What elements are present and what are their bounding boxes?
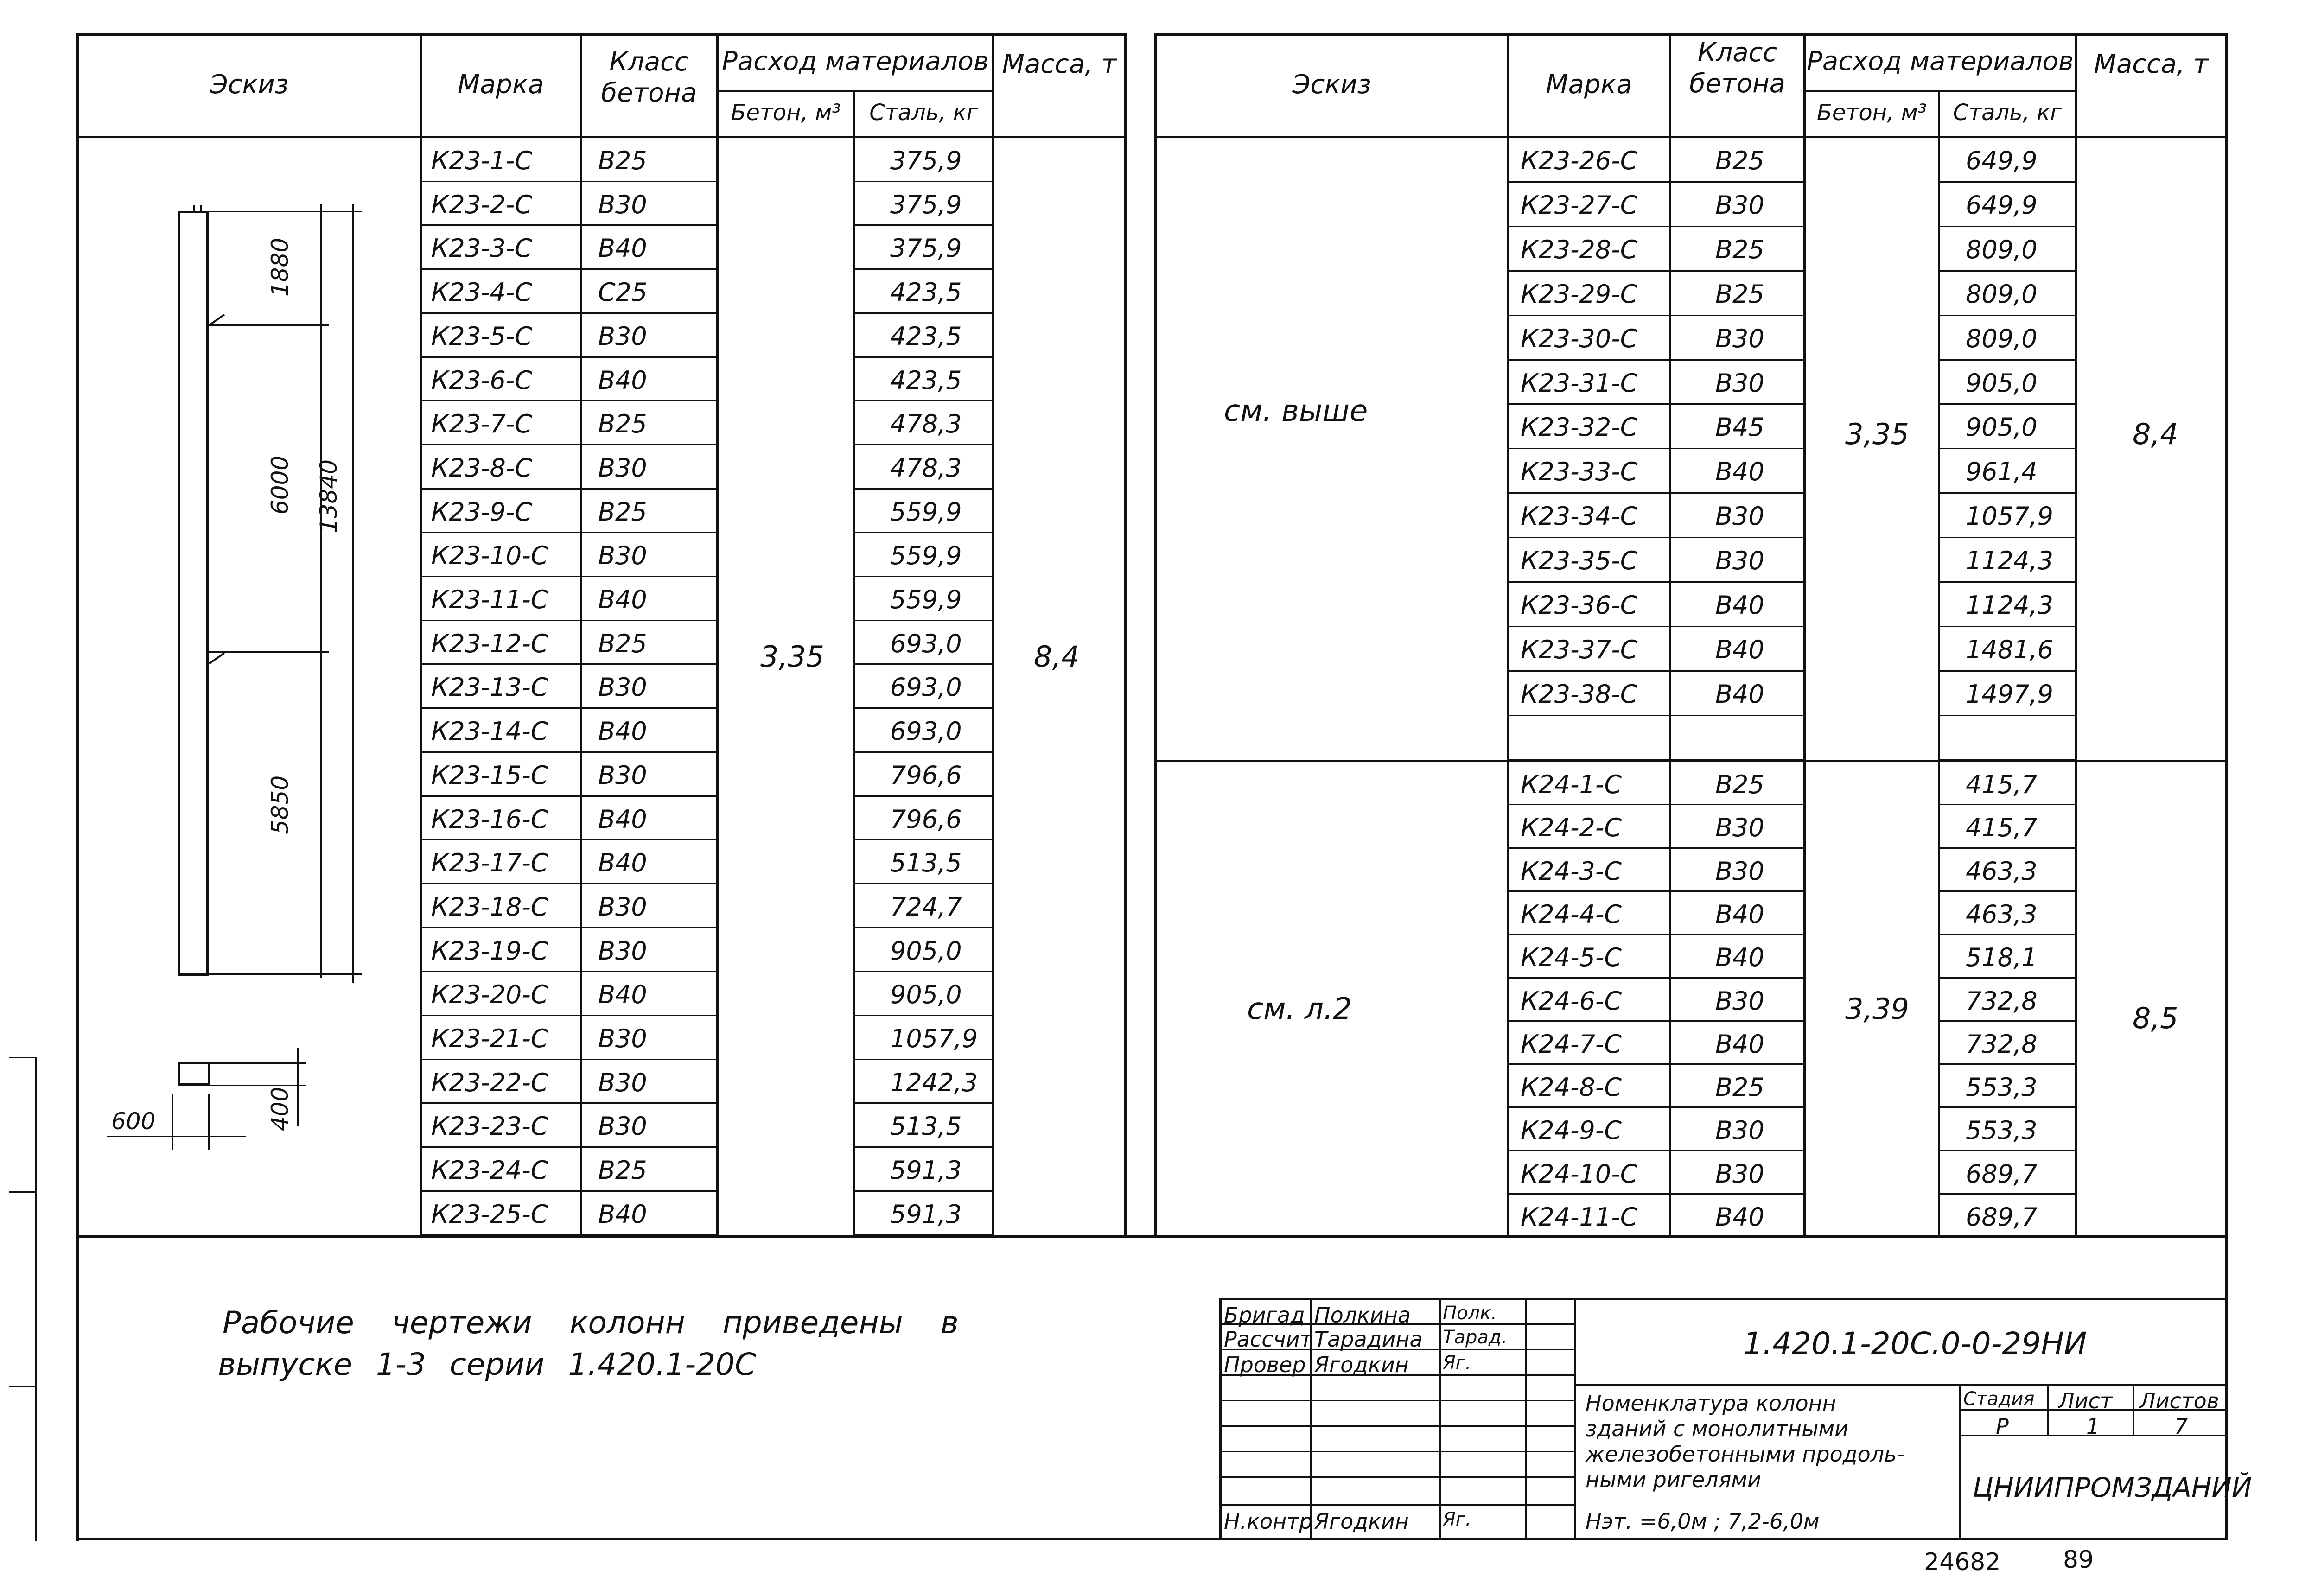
left-concrete-vol: 3,35 <box>760 640 825 674</box>
r-header-materials: Расход материалов <box>1807 46 2074 76</box>
cell-mark: К24-7-С <box>1521 1029 1622 1059</box>
cell-steel: 1481,6 <box>1966 635 2053 664</box>
cell-mark: К23-1-С <box>431 146 533 175</box>
cell-mark: К24-3-С <box>1521 856 1622 886</box>
cell-mark: К23-5-С <box>431 321 533 351</box>
cell-class: С25 <box>598 278 648 307</box>
note-line-2: выпуске 1-3 серии 1.420.1-20С <box>218 1347 757 1382</box>
desc-2: зданий с монолитными <box>1586 1416 1849 1441</box>
role-1: Бригад <box>1224 1303 1305 1328</box>
cell-steel: 559,9 <box>890 497 962 527</box>
cell-mark: К23-27-С <box>1521 190 1638 220</box>
cell-steel: 809,0 <box>1966 324 2038 353</box>
cell-steel: 1497,9 <box>1966 679 2053 709</box>
cell-class: В30 <box>1715 546 1764 576</box>
header-mass: Масса, т <box>1002 49 1117 79</box>
cell-mark: К23-3-С <box>431 234 533 263</box>
cell-steel: 905,0 <box>890 936 962 966</box>
cell-mark: К23-9-С <box>431 497 533 527</box>
r-header-mass: Масса, т <box>2094 49 2209 79</box>
cell-mark: К24-2-С <box>1521 813 1622 843</box>
cell-mark: К23-32-С <box>1521 413 1638 442</box>
cell-class: В25 <box>598 1156 647 1185</box>
cell-mark: К23-25-С <box>431 1199 548 1229</box>
cell-class: В30 <box>598 1024 647 1053</box>
page-number: 89 <box>2063 1546 2094 1574</box>
role-2: Рассчит <box>1224 1327 1312 1352</box>
cell-class: В25 <box>1715 279 1764 309</box>
cell-class: В40 <box>1715 899 1764 929</box>
stage-label: Стадия <box>1963 1388 2035 1410</box>
cell-mark: К23-29-С <box>1521 279 1638 309</box>
stage-value: Р <box>1996 1414 2009 1439</box>
cell-mark: К23-6-С <box>431 365 533 395</box>
cell-class: В30 <box>598 892 647 922</box>
cell-steel: 796,6 <box>890 760 962 790</box>
cell-steel: 375,9 <box>890 146 962 175</box>
r-group2-concrete-vol: 3,39 <box>1845 992 1910 1026</box>
cell-class: В25 <box>1715 770 1764 799</box>
cell-class: В30 <box>1715 986 1764 1016</box>
cell-mark: К23-36-С <box>1521 591 1638 620</box>
cell-mark: К24-6-С <box>1521 986 1622 1016</box>
cell-steel: 423,5 <box>890 321 962 351</box>
cell-mark: К24-5-С <box>1521 943 1622 973</box>
cell-class: В30 <box>598 453 647 483</box>
cell-class: В40 <box>1715 1029 1764 1059</box>
cell-steel: 1124,3 <box>1966 546 2053 576</box>
cell-class: В40 <box>1715 679 1764 709</box>
cell-class: В40 <box>1715 591 1764 620</box>
cell-mark: К23-12-С <box>431 629 548 658</box>
cell-mark: К23-15-С <box>431 760 548 790</box>
cell-class: В40 <box>598 717 647 746</box>
cell-class: В30 <box>598 321 647 351</box>
cell-class: В40 <box>1715 1202 1764 1232</box>
cell-class: В25 <box>598 146 647 175</box>
r-header-class: Класс бетона <box>1689 38 1785 99</box>
cell-mark: К23-14-С <box>431 717 548 746</box>
cell-class: В30 <box>1715 813 1764 843</box>
r-group1-concrete-vol: 3,35 <box>1845 417 1910 451</box>
cell-mark: К23-2-С <box>431 190 533 219</box>
cell-steel: 375,9 <box>890 190 962 219</box>
cell-steel: 478,3 <box>890 453 962 483</box>
cell-mark: К23-33-С <box>1521 457 1638 487</box>
cell-mark: К23-19-С <box>431 936 548 966</box>
role-3: Провер <box>1224 1352 1306 1377</box>
cell-steel: 689,7 <box>1966 1202 2038 1232</box>
organization: ЦНИИПРОМЗДАНИЙ <box>1973 1472 2252 1503</box>
sheet-label: Лист <box>2058 1388 2113 1413</box>
sign-4: Яг. <box>1443 1509 1471 1530</box>
cell-steel: 905,0 <box>1966 368 2038 398</box>
cell-class: В25 <box>598 629 647 658</box>
sheet-value: 1 <box>2086 1414 2100 1439</box>
cell-class: В40 <box>598 1199 647 1229</box>
dim-600: 600 <box>111 1108 156 1135</box>
note-line-1: Рабочие чертежи колонн приведены в <box>223 1305 959 1341</box>
inventory-number: 24682 <box>1924 1548 2001 1576</box>
see-above: см. выше <box>1224 394 1368 428</box>
cell-mark: К23-4-С <box>431 278 533 307</box>
cell-steel: 463,3 <box>1966 856 2038 886</box>
cell-steel: 513,5 <box>890 1112 962 1141</box>
cell-class: В40 <box>598 585 647 614</box>
cell-class: В40 <box>1715 635 1764 664</box>
cell-mark: К23-20-С <box>431 980 548 1010</box>
sheets-value: 7 <box>2174 1414 2188 1439</box>
cell-steel: 553,3 <box>1966 1116 2038 1145</box>
header-concrete-vol: Бетон, м³ <box>731 100 841 126</box>
cell-steel: 463,3 <box>1966 899 2038 929</box>
cell-steel: 961,4 <box>1966 457 2038 487</box>
cell-steel: 732,8 <box>1966 1029 2038 1059</box>
dim-13840: 13840 <box>315 459 342 533</box>
cell-steel: 693,0 <box>890 629 962 658</box>
cell-steel: 796,6 <box>890 804 962 834</box>
cell-steel: 591,3 <box>890 1156 962 1185</box>
dim-1880: 1880 <box>267 237 293 297</box>
cell-mark: К23-17-С <box>431 848 548 878</box>
sheets-label: Листов <box>2140 1388 2219 1413</box>
cell-steel: 1057,9 <box>1966 502 2053 531</box>
cell-steel: 375,9 <box>890 234 962 263</box>
cell-steel: 809,0 <box>1966 279 2038 309</box>
desc-3: железобетонными продоль- <box>1586 1442 1904 1467</box>
cell-class: В30 <box>1715 190 1764 220</box>
cell-class: В40 <box>598 365 647 395</box>
cell-mark: К23-35-С <box>1521 546 1638 576</box>
cell-mark: К23-11-С <box>431 585 548 614</box>
cell-class: В25 <box>598 409 647 439</box>
cell-class: В40 <box>598 848 647 878</box>
name-3: Ягодкин <box>1314 1352 1409 1377</box>
cell-mark: К23-21-С <box>431 1024 548 1053</box>
header-class: Класс бетона <box>601 47 697 108</box>
cell-mark: К23-23-С <box>431 1112 548 1141</box>
cell-mark: К23-24-С <box>431 1156 548 1185</box>
cell-class: В30 <box>598 760 647 790</box>
r-group2-mass: 8,5 <box>2133 1001 2178 1035</box>
cell-steel: 423,5 <box>890 278 962 307</box>
role-4: Н.контр <box>1224 1509 1313 1534</box>
cell-steel: 478,3 <box>890 409 962 439</box>
cell-steel: 905,0 <box>1966 413 2038 442</box>
dim-400: 400 <box>267 1087 293 1131</box>
r-header-sketch: Эскиз <box>1292 70 1371 100</box>
cell-steel: 415,7 <box>1966 813 2038 843</box>
cell-class: В25 <box>1715 235 1764 264</box>
cell-steel: 1057,9 <box>890 1024 978 1053</box>
name-4: Ягодкин <box>1314 1509 1409 1534</box>
desc-4: ными ригелями <box>1586 1467 1761 1492</box>
cell-steel: 732,8 <box>1966 986 2038 1016</box>
r-group1-mass: 8,4 <box>2133 417 2178 451</box>
cell-mark: К23-37-С <box>1521 635 1638 664</box>
cell-steel: 559,9 <box>890 541 962 571</box>
cell-mark: К23-18-С <box>431 892 548 922</box>
cell-steel: 693,0 <box>890 717 962 746</box>
cell-class: В30 <box>1715 368 1764 398</box>
cell-class: В25 <box>1715 1073 1764 1102</box>
cell-steel: 591,3 <box>890 1199 962 1229</box>
cell-mark: К24-8-С <box>1521 1073 1622 1102</box>
cell-steel: 1124,3 <box>1966 591 2053 620</box>
r-header-concrete-vol: Бетон, м³ <box>1816 100 1927 126</box>
header-sketch: Эскиз <box>210 70 289 100</box>
cell-mark: К23-10-С <box>431 541 548 571</box>
cell-class: В30 <box>1715 502 1764 531</box>
cell-steel: 693,0 <box>890 673 962 702</box>
doc-code: 1.420.1-20С.0-0-29НИ <box>1743 1326 2087 1361</box>
cell-class: В40 <box>1715 943 1764 973</box>
cell-mark: К23-28-С <box>1521 235 1638 264</box>
cell-class: В40 <box>598 980 647 1010</box>
cell-class: В40 <box>598 804 647 834</box>
header-materials: Расход материалов <box>722 46 989 76</box>
r-header-mark: Марка <box>1546 70 1632 100</box>
cell-mark: К23-31-С <box>1521 368 1638 398</box>
cell-mark: К23-16-С <box>431 804 548 834</box>
cell-mark: К23-8-С <box>431 453 533 483</box>
cell-mark: К23-38-С <box>1521 679 1638 709</box>
cell-steel: 1242,3 <box>890 1068 978 1097</box>
cell-steel: 649,9 <box>1966 190 2038 220</box>
cell-mark: К23-7-С <box>431 409 533 439</box>
header-steel: Сталь, кг <box>869 100 978 126</box>
dim-6000: 6000 <box>267 455 293 515</box>
cell-class: В30 <box>1715 1116 1764 1145</box>
cell-class: В30 <box>598 936 647 966</box>
cell-steel: 415,7 <box>1966 770 2038 799</box>
cell-steel: 689,7 <box>1966 1159 2038 1189</box>
cell-mark: К24-9-С <box>1521 1116 1622 1145</box>
cell-steel: 809,0 <box>1966 235 2038 264</box>
name-2: Тарадина <box>1314 1327 1423 1352</box>
cell-class: В30 <box>598 541 647 571</box>
cell-mark: К24-10-С <box>1521 1159 1638 1189</box>
cell-mark: К24-1-С <box>1521 770 1622 799</box>
desc-1: Номенклатура колонн <box>1586 1391 1836 1416</box>
cell-class: В30 <box>1715 856 1764 886</box>
cell-class: В30 <box>598 190 647 219</box>
cell-steel: 423,5 <box>890 365 962 395</box>
cell-mark: К24-4-С <box>1521 899 1622 929</box>
r-header-steel: Сталь, кг <box>1953 100 2062 126</box>
dim-5850: 5850 <box>267 775 293 834</box>
name-1: Полкина <box>1314 1303 1411 1328</box>
cell-mark: К23-34-С <box>1521 502 1638 531</box>
cell-class: В30 <box>598 1112 647 1141</box>
cell-steel: 905,0 <box>890 980 962 1010</box>
cell-class: В30 <box>598 673 647 702</box>
cell-class: В40 <box>598 234 647 263</box>
cell-steel: 559,9 <box>890 585 962 614</box>
sign-3: Яг. <box>1443 1352 1471 1373</box>
cell-class: В40 <box>1715 457 1764 487</box>
cell-class: В30 <box>1715 324 1764 353</box>
cell-steel: 513,5 <box>890 848 962 878</box>
cell-mark: К24-11-С <box>1521 1202 1638 1232</box>
cell-steel: 518,1 <box>1966 943 2038 973</box>
cell-class: В45 <box>1715 413 1764 442</box>
sign-1: Полк. <box>1443 1303 1497 1324</box>
cell-class: В25 <box>1715 146 1764 175</box>
cell-mark: К23-26-С <box>1521 146 1638 175</box>
cross-section <box>178 1062 210 1086</box>
cell-class: В30 <box>1715 1159 1764 1189</box>
sign-2: Тарад. <box>1443 1327 1508 1348</box>
cell-mark: К23-30-С <box>1521 324 1638 353</box>
cell-mark: К23-22-С <box>431 1068 548 1097</box>
cell-class: В30 <box>598 1068 647 1097</box>
cell-class: В25 <box>598 497 647 527</box>
cell-steel: 649,9 <box>1966 146 2038 175</box>
cell-mark: К23-13-С <box>431 673 548 702</box>
header-mark: Марка <box>457 70 544 100</box>
desc-5: Нэт. =6,0м ; 7,2-6,0м <box>1586 1509 1820 1534</box>
left-mass: 8,4 <box>1034 640 1080 674</box>
cell-steel: 553,3 <box>1966 1073 2038 1102</box>
see-sheet-2: см. л.2 <box>1247 992 1352 1026</box>
cell-steel: 724,7 <box>890 892 962 922</box>
